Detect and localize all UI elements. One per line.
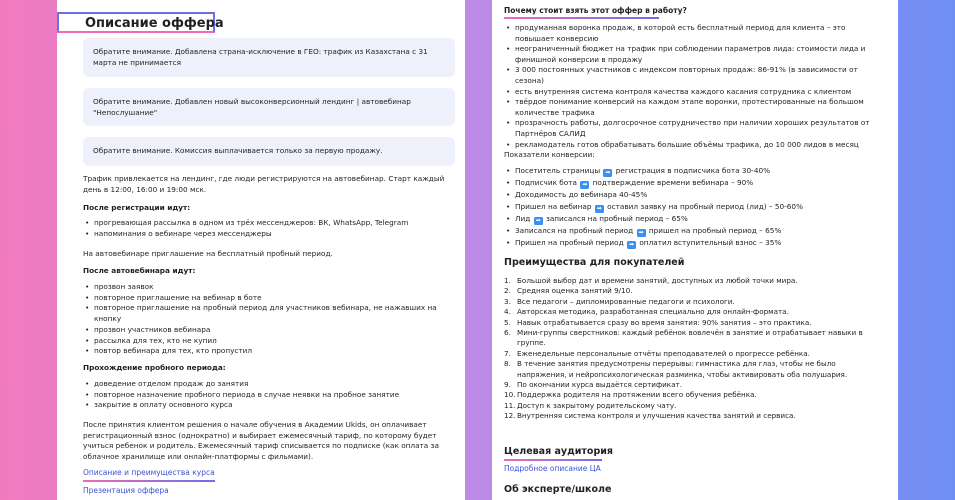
list-item: • прогревающая рассылка в одном из трёх мессенджеров: ВК, WhatsApp, Telegram — [83, 218, 453, 229]
why-list — [504, 23, 884, 150]
list-item: • продуманная воронка продаж, в которой есть бесплатный период для клиента – это повышает конверсию — [504, 23, 884, 44]
conversion-item — [504, 213, 874, 225]
arrow-right-icon: ➡ — [605, 169, 611, 176]
list-item: • прозвон участников вебинара — [83, 325, 453, 336]
notice-commission: Обратите внимание. Комиссия выплачивается только за первую продажу. — [83, 137, 455, 166]
notice-landing: Обратите внимание. Добавлен новый высоконверсионный лендинг | автовебинар "Непослушание" — [83, 88, 455, 126]
conversion-item — [504, 201, 874, 213]
trial-list — [83, 379, 453, 411]
conversion-item — [504, 177, 874, 189]
list-item: • доведение отделом продаж до занятия — [83, 379, 453, 390]
expert-title: Об эксперте/школе — [504, 484, 612, 495]
conversion-from: Доходимость до вебинара 40-45% — [515, 190, 648, 199]
audience-description-link[interactable]: Подробное описание ЦА — [504, 464, 601, 473]
conversion-from: Пришел на пробный период — [515, 237, 624, 247]
page-title: Описание оффера — [57, 12, 215, 33]
why-offer-panel — [492, 0, 898, 500]
conversion-to: пришел на пробный период – 65% — [648, 225, 782, 235]
conversion-item — [504, 225, 874, 237]
arrow-right-icon: ➡ — [638, 228, 644, 236]
conversion-from: Записался на пробный период — [515, 225, 634, 235]
list-item: • повторное приглашение на вебинар в боте — [83, 293, 453, 304]
conversion-title: Показатели конверсии: — [504, 150, 595, 159]
benefits-list — [504, 276, 882, 422]
list-item: • закрытие в оплату основного курса — [83, 400, 453, 411]
list-item: • рекламодатель готов обрабатывать большие объёмы трафика, до 10 000 лидов в месяц — [504, 140, 884, 151]
offer-presentation-link[interactable]: Презентация оффера — [83, 486, 169, 495]
payment-description: После принятия клиентом решения о начале обучения в Академии Ukids, он оплачивает регистрационный взнос (однократно) и выбирает ежемесячный тариф, по которому будет учиться ребенок и родитель. Ежемесячный тариф списывается по подписке (как оплата за облачное хранилище или онлайн-платформы с фильмами). — [83, 420, 439, 461]
list-item: • твёрдое понимание конверсий на каждом этапе воронки, протестированные на большом количестве трафика — [504, 97, 884, 118]
list-item: • повторное назначение пробного периода в случае неявки на пробное занятие — [83, 390, 453, 401]
conversion-from: Посетитель страницы — [515, 166, 601, 175]
benefits-title: Преимущества для покупателей — [504, 257, 685, 268]
conversion-to: оплатил вступительный взнос – 35% — [639, 237, 782, 247]
list-item: • неограниченный бюджет на трафик при соблюдении параметров лида: стоимости лида и финишной конверсии в продажу — [504, 44, 884, 65]
list-item: 3. Все педагоги – дипломированные педагоги и психологи. — [504, 296, 735, 306]
list-item: • повтор вебинара для тех, кто пропустил — [83, 346, 453, 357]
conversion-item — [504, 165, 874, 177]
list-item: 12. Внутренняя система контроля и улучшения качества занятий и сервиса. — [504, 411, 796, 421]
title-underline — [504, 459, 602, 461]
list-item: • рассылка для тех, кто не купил — [83, 336, 453, 347]
funnel-intro: Трафик привлекается на лендинг, где люди регистрируются на автовебинар. Старт каждый день в 12:00, 16:00 и 19:00 мск. — [83, 174, 445, 194]
list-item: 5. Навык отрабатывается сразу во время занятия: 90% занятия – это практика. — [504, 317, 812, 327]
list-item: 4. Авторская методика, разработанная специально для онлайн-формата. — [504, 307, 789, 317]
conversion-to: записался на пробный период – 65% — [545, 213, 688, 223]
list-item: 7. Еженедельные персональные отчёты преподавателей о прогрессе ребёнка. — [504, 348, 810, 358]
list-item: • прозрачность работы, долгосрочное сотрудничество при наличии хороших результатов от Партнёров САЛИД — [504, 118, 884, 139]
list-item: • 3 000 постоянных участников с индексом повторных продаж: 86-91% (в зависимости от сезона) — [504, 65, 884, 86]
list-item: 1. Большой выбор дат и времени занятий, доступных из любой точки мира. — [504, 276, 798, 285]
conversion-to: оставил заявку на пробный период (лид) – 50-60% — [607, 201, 804, 211]
audience-title: Целевая аудитория — [504, 446, 614, 457]
arrow-right-icon: ➡ — [535, 216, 541, 224]
after-reg-title: После регистрации идут: — [83, 203, 191, 212]
conversion-item — [504, 237, 874, 249]
conversion-from: Пришел на вебинар — [515, 201, 592, 211]
list-item: 9. По окончании курса выдаётся сертификат. — [504, 380, 682, 390]
conversion-to: регистрация в подписчика бота 30-40% — [615, 166, 771, 175]
list-item: 2. Средняя оценка занятий 9/10. — [504, 286, 633, 296]
after-reg-list — [83, 218, 453, 239]
after-webinar-title: После автовебинара идут: — [83, 266, 196, 275]
arrow-right-icon: ➡ — [582, 181, 588, 188]
after-webinar-list — [83, 282, 453, 357]
conversion-list — [504, 165, 874, 249]
trial-title: Прохождение пробного периода: — [83, 363, 226, 372]
conversion-from: Подписчик бота — [515, 178, 577, 187]
offer-description-panel — [57, 0, 465, 500]
list-item: • есть внутренняя система контроля качества каждого касания сотрудника с клиентом — [504, 87, 884, 98]
arrow-right-icon: ➡ — [596, 204, 602, 212]
list-item: 10. Поддержка родителя на протяжении всего обучения ребёнка. — [504, 390, 757, 400]
conversion-to: подтверждение времени вебинара – 90% — [592, 178, 754, 187]
list-item: 8. В течение занятия предусмотрены перерывы: гимнастика для глаз, чтобы не было напряжения, и нейропсихологическая разминка, чтобы активировать оба полушария. — [504, 359, 848, 379]
after-webinar-note: На автовебинаре приглашение на бесплатный пробный период. — [83, 249, 333, 258]
list-item: • прозвон заявок — [83, 282, 453, 293]
conversion-from: Лид — [515, 213, 531, 223]
link-underline — [83, 480, 215, 482]
list-item: 11. Доступ к закрытому родительскому чату. — [504, 400, 677, 410]
list-item: • повторное приглашение на пробный период для участников вебинара, не нажавших на кнопку — [83, 303, 453, 324]
course-description-link[interactable]: Описание и преимущества курса — [83, 468, 215, 477]
title-underline — [504, 17, 659, 19]
why-title: Почему стоит взять этот оффер в работу? — [504, 6, 687, 15]
conversion-item — [504, 189, 874, 201]
arrow-right-icon: ➡ — [629, 240, 635, 248]
list-item: • напоминания о вебинаре через мессенджеры — [83, 229, 453, 240]
notice-geo: Обратите внимание. Добавлена страна-исключение в ГЕО: трафик из Казахстана с 31 марта не принимается — [83, 38, 455, 77]
list-item: 6. Мини-группы сверстников: каждый ребёнок вовлечён в занятие и отрабатывает навыки в группе. — [504, 328, 863, 348]
